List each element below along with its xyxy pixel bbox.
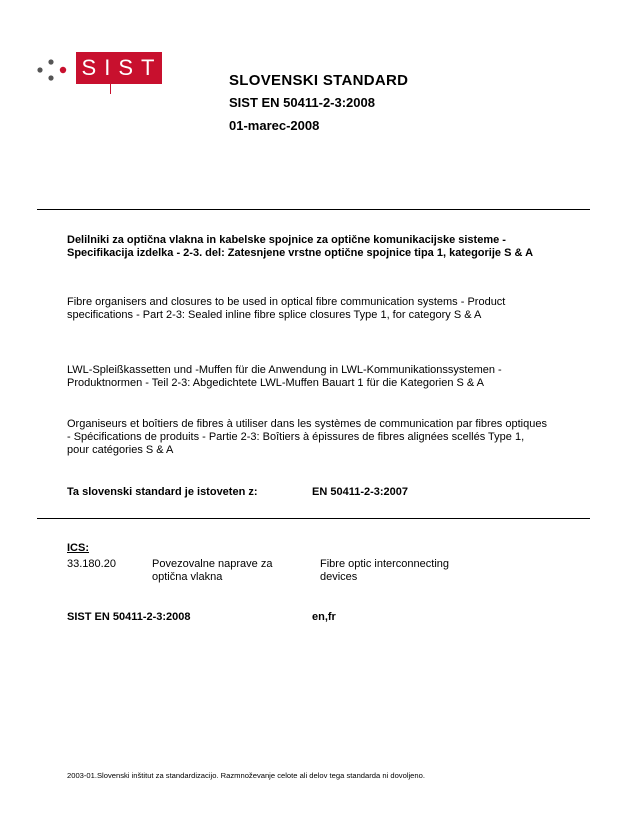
title-german: LWL-Spleißkassetten und -Muffen für die Anwendung in LWL-Kommunikationssystemen - Produktnormen - Teil 2-3: Abgedichtete LWL-Muffen Bauart 1 für die Kategorien S & A	[67, 364, 502, 389]
identical-label: Ta slovenski standard je istoveten z:	[67, 486, 258, 498]
top-divider	[37, 209, 590, 210]
bottom-languages: en,fr	[312, 611, 336, 623]
identical-value: EN 50411-2-3:2007	[312, 486, 409, 498]
title-french: Organiseurs et boîtiers de fibres à utiliser dans les systèmes de communication par fibres optiques - Spécifications de produits - Partie 2-3: Boîtiers à épissures de fibres alignées scellés Type 1, pour catégories S & A	[67, 418, 547, 456]
ics-code: 33.180.20	[67, 558, 116, 570]
title-english: Fibre organisers and closures to be used in optical fibre communication systems - Product specifications - Part 2-3: Sealed inline fibre splice closures Type 1, for category S & A	[67, 296, 506, 321]
standard-code: SIST EN 50411-2-3:2008	[229, 95, 375, 110]
logo-dots-icon	[36, 54, 72, 86]
standard-heading: SLOVENSKI STANDARD	[229, 72, 409, 89]
ics-heading: ICS:	[67, 542, 89, 554]
title-slovenian: Delilniki za optična vlakna in kabelske spojnice za optične komunikacijske sisteme - Specifikacija izdelka - 2-3. del: Zatesnjene vrstne optične spojnice tipa 1, kategorije S & A	[67, 234, 534, 259]
logo-wordmark: SIST	[76, 52, 162, 84]
ics-description-sl: Povezovalne naprave za optična vlakna	[152, 558, 273, 583]
standard-date: 01-marec-2008	[229, 118, 320, 133]
bottom-standard-code: SIST EN 50411-2-3:2008	[67, 611, 191, 623]
copyright-footer: 2003-01.Slovenski inštitut za standardizacijo. Razmnoževanje celote ali delov tega standarda ni dovoljeno.	[67, 771, 425, 780]
logo-divider	[110, 84, 111, 94]
middle-divider	[37, 518, 590, 519]
ics-description-en: Fibre optic interconnecting devices	[320, 558, 450, 583]
